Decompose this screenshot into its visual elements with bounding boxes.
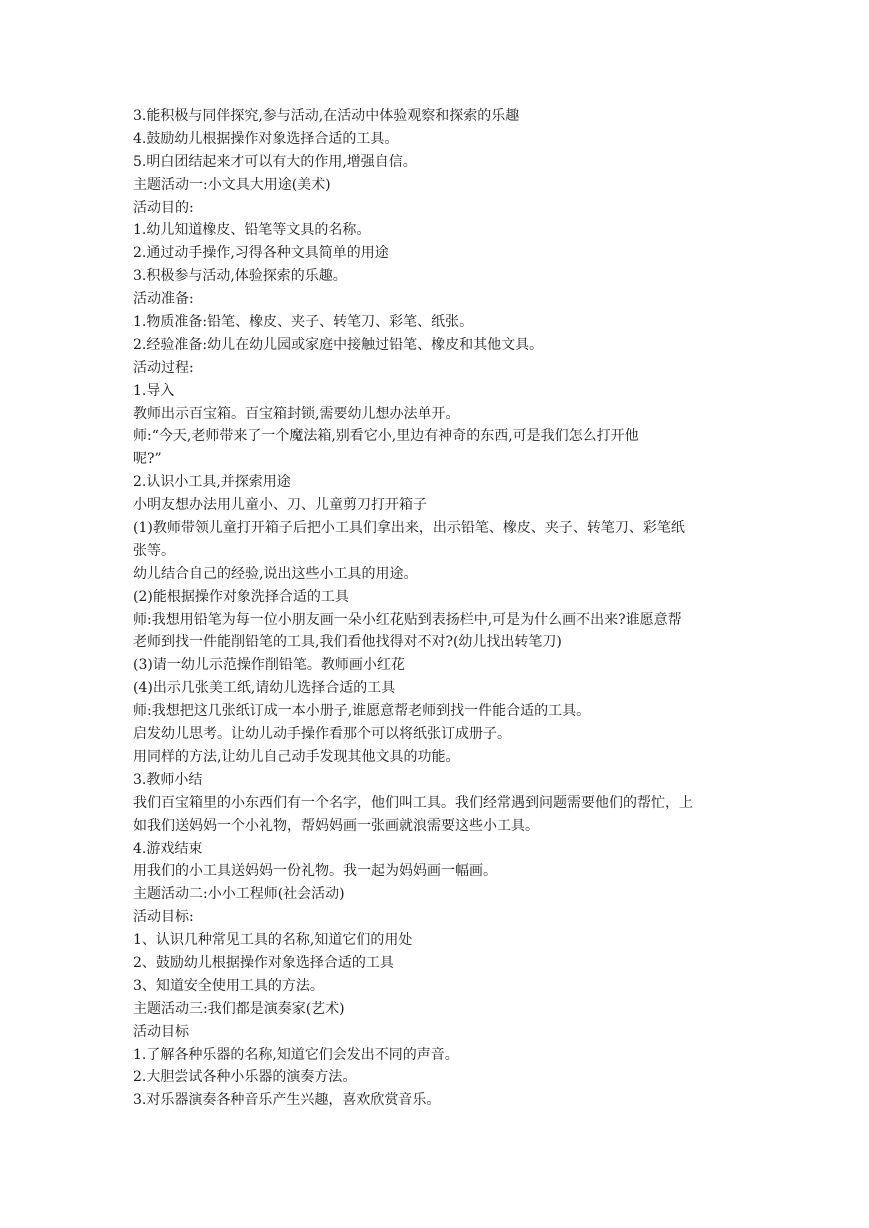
text-line: 4.鼓励幼儿根据操作对象选择合适的工具。 [133, 130, 399, 147]
text-line: 5.明白团结起来才可以有大的作用,增强自信。 [133, 153, 417, 170]
text-line: 师:我想用铅笔为每一位小朋友画一朵小红花贴到表扬栏中,可是为什么画不出来?谁愿意帮 [133, 611, 682, 628]
text-line: 活动过程: [133, 359, 194, 376]
text-line: 1.物质准备:铅笔、橡皮、夹子、转笔刀、彩笔、纸张。 [133, 314, 474, 331]
text-line: (4)出示几张美工纸,请幼儿选择合适的工具 [133, 680, 396, 697]
text-line: (3)请一幼儿示范操作削铅笔。教师画小红花 [133, 657, 405, 674]
section-heading: 主题活动一:小文具大用途(美术) [133, 176, 331, 193]
text-line: 2、鼓励幼儿根据操作对象选择合适的工具 [133, 954, 394, 971]
text-line: 1、认识几种常见工具的名称,知道它们的用处 [133, 932, 413, 949]
text-line: 1.幼儿知道橡皮、铅笔等文具的名称。 [133, 222, 371, 239]
text-line: (2)能根据操作对象洗择合适的工具 [133, 588, 349, 605]
text-line: 我们百宝箱里的小东西们有一个名字，他们叫工具。我们经常遇到问题需要他们的帮忙，上 [133, 794, 693, 811]
text-line: 师:我想把这几张纸订成一本小册子,谁愿意帮老师到找一件能合适的工具。 [133, 703, 591, 720]
text-line: 3、知道安全使用工具的方法。 [133, 977, 324, 994]
text-line: 幼儿结合自己的经验,说出这些小工具的用途。 [133, 565, 418, 582]
text-line: 用同样的方法,让幼儿自己动手发现其他文具的功能。 [133, 748, 460, 765]
text-line: 4.游戏结束 [133, 840, 203, 857]
text-line: 3.对乐器演奏各种音乐产生兴趣，喜欢欣赏音乐。 [133, 1092, 441, 1109]
text-line: 3.积极参与活动,体验探索的乐趣。 [133, 268, 347, 285]
text-line: 2.经验准备:幼儿在幼儿园或家庭中接触过铅笔、橡皮和其他文具。 [133, 336, 544, 353]
text-line: 呢?” [133, 451, 162, 468]
text-line: 3.教师小结 [133, 771, 203, 788]
text-line: 2.大胆尝试各种小乐器的演奏方法。 [133, 1069, 357, 1086]
text-line: 张等。 [133, 542, 175, 559]
text-line: 1.导入 [133, 382, 175, 399]
text-line: 如我们送妈妈一个小礼物，帮妈妈画一张画就浪需要这些小工具。 [133, 817, 539, 834]
text-line: 老师到找一件能削铅笔的工具,我们看他找得对不对?(幼儿找出转笔刀) [133, 634, 562, 651]
section-heading: 主题活动三:我们都是演奏家(艺术) [133, 1000, 345, 1017]
text-line: 活动准备: [133, 291, 194, 308]
text-line: 小明友想办法用儿童小、刀、儿童剪刀打开箱子 [133, 497, 427, 514]
text-line: 1.了解各种乐器的名称,知道它们会发出不同的声音。 [133, 1046, 459, 1063]
text-line: 活动目的: [133, 199, 194, 216]
text-line: 2.认识小工具,并探索用途 [133, 474, 291, 491]
text-line: 教师出示百宝箱。百宝箱封锁,需要幼儿想办法单开。 [133, 405, 460, 422]
text-line: 活动目标: [133, 909, 194, 926]
text-line: 师:“今天,老师带来了一个魔法箱,别看它小,里边有神奇的东西,可是我们怎么打开他 [133, 428, 639, 445]
text-line: (1)教师带领儿童打开箱子后把小工具们拿出来，出示铅笔、橡皮、夹子、转笔刀、彩笔纸 [133, 520, 685, 537]
text-line: 2.通过动手操作,习得各种文具简单的用途 [133, 245, 389, 262]
text-line: 活动目标 [133, 1023, 189, 1040]
text-line: 用我们的小工具送妈妈一份礼物。我一起为妈妈画一幅画。 [133, 863, 497, 880]
text-line: 3.能积极与同伴探究,参与活动,在活动中体验观察和探索的乐趣 [133, 108, 520, 124]
section-heading: 主题活动二:小小工程师(社会活动) [133, 886, 345, 903]
text-line: 启发幼儿思考。让幼儿动手操作看那个可以将纸张订成册子。 [133, 726, 511, 743]
document-body [133, 105, 743, 1112]
